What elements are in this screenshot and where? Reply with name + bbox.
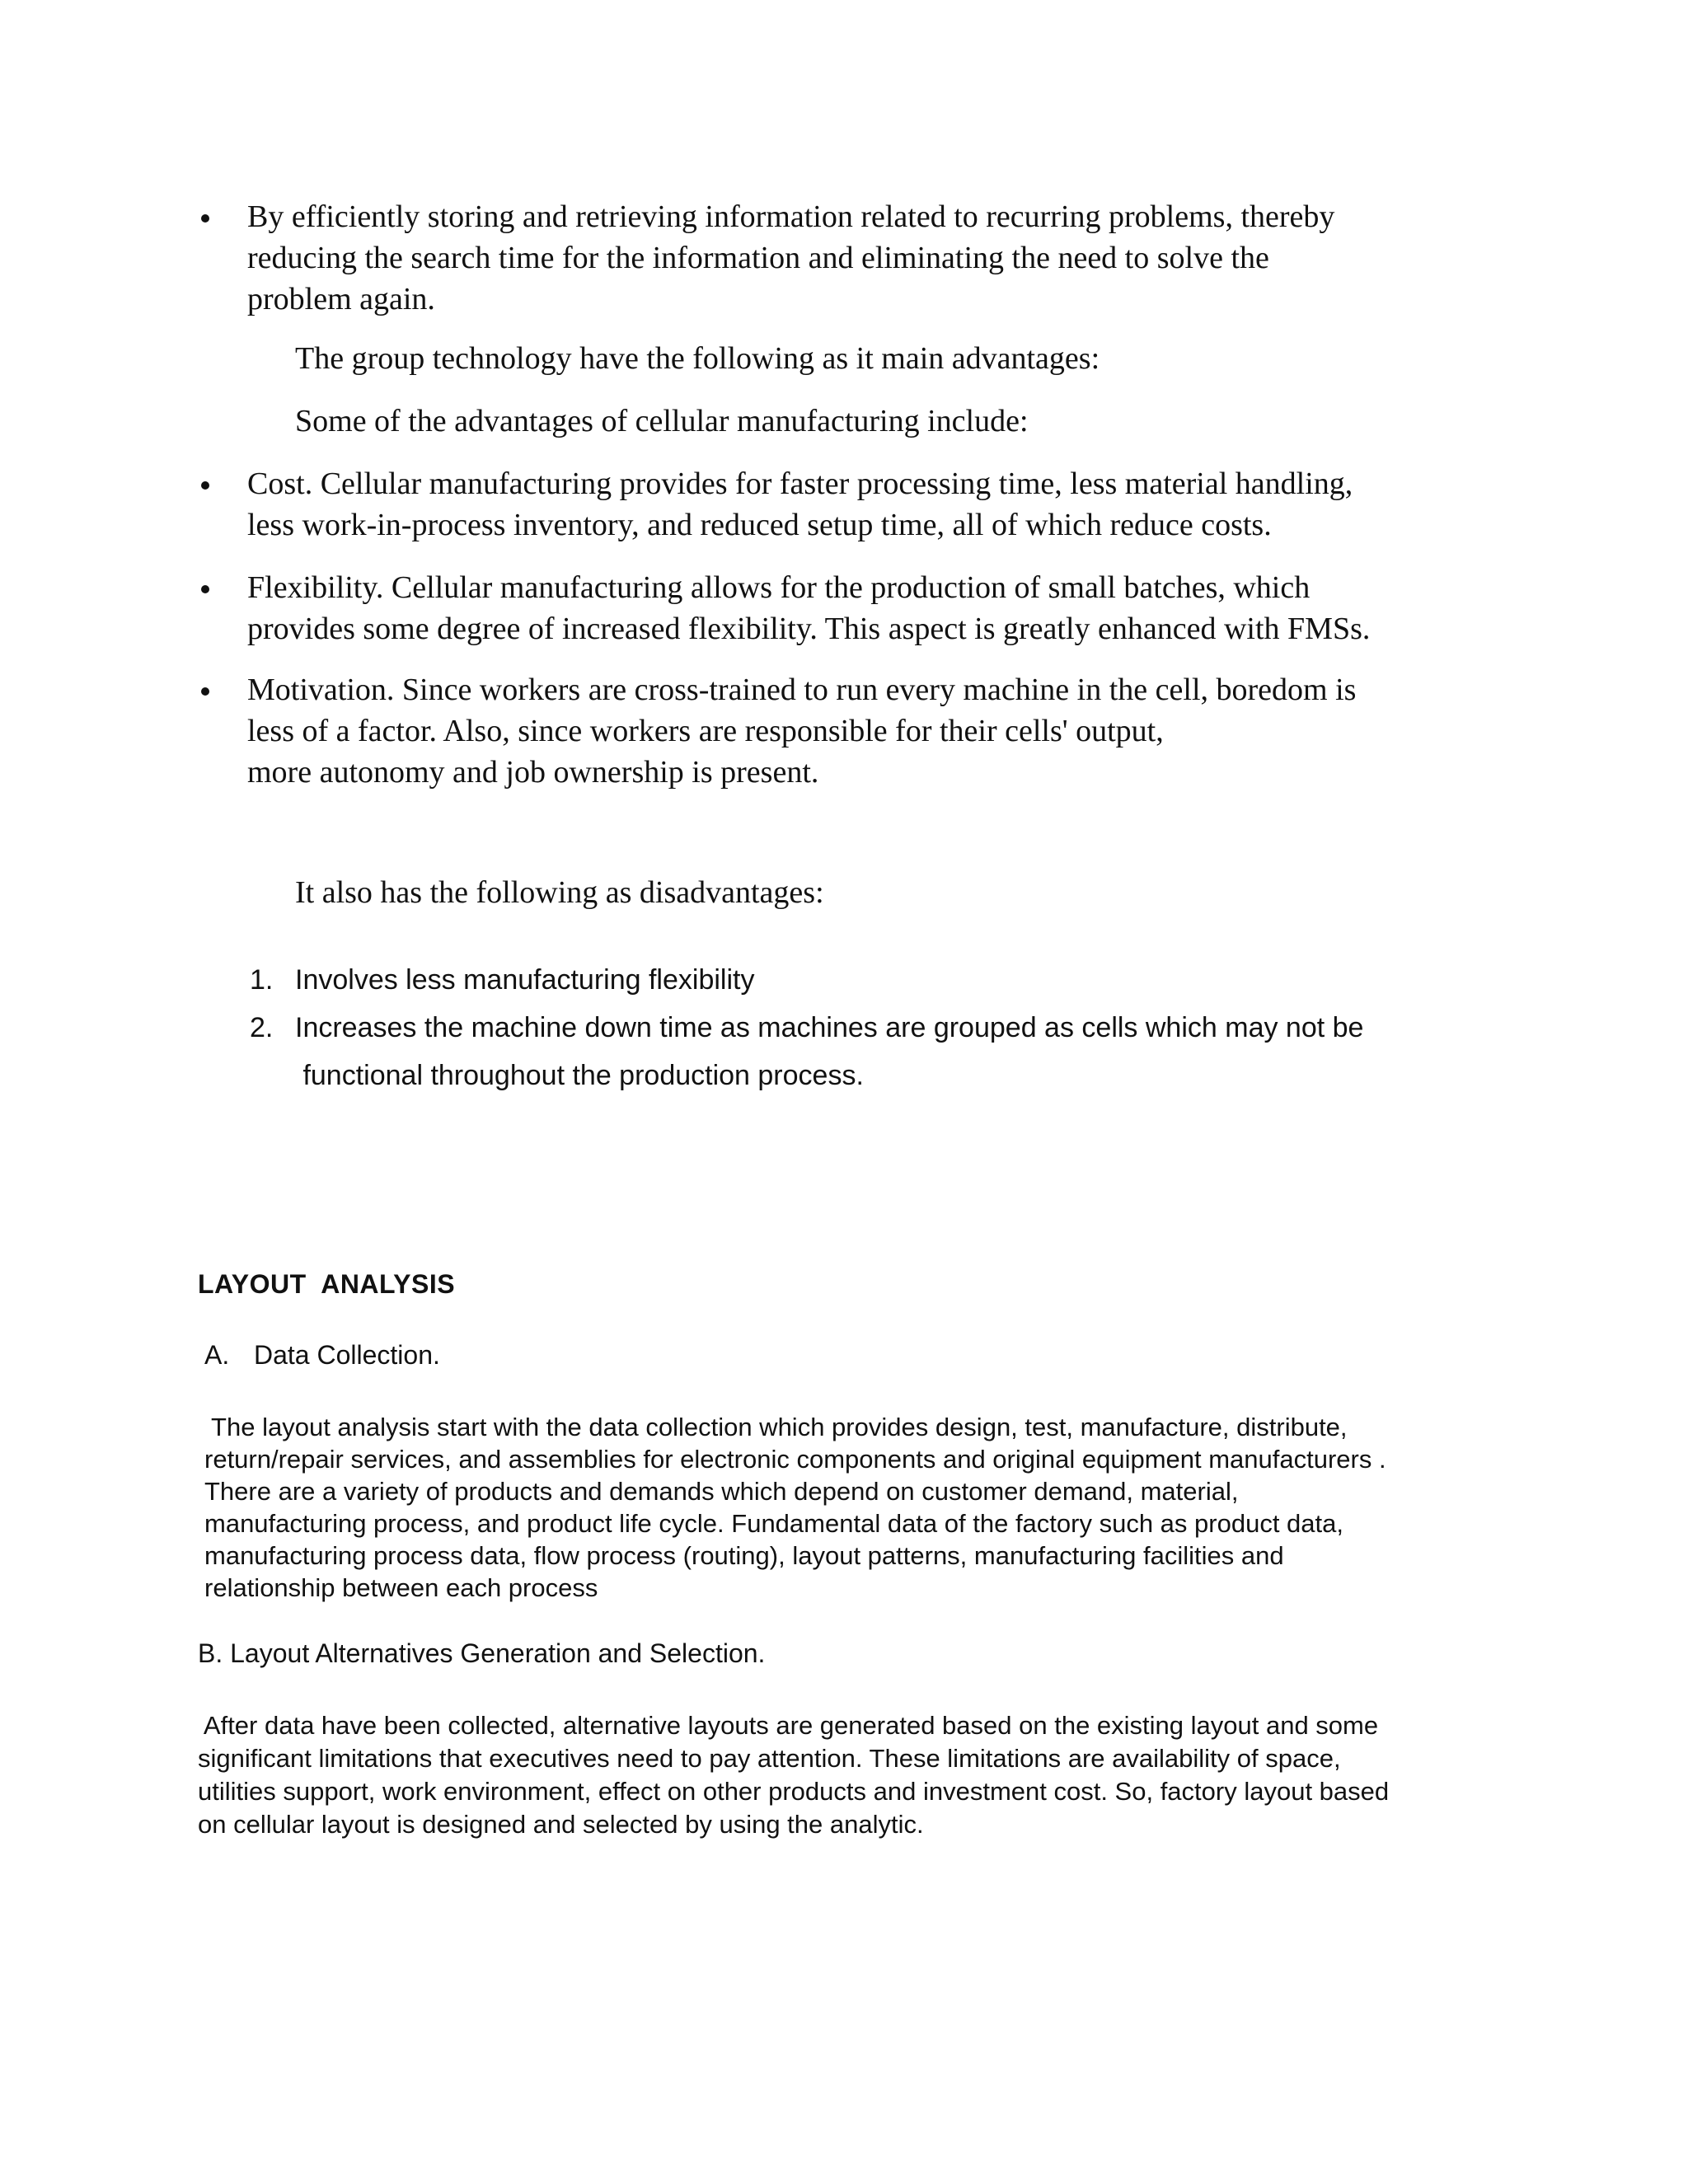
text-line: functional throughout the production process. xyxy=(295,1060,864,1091)
text-line: manufacturing process, and product life cycle. Fundamental data of the factory such as product data, xyxy=(204,1509,1343,1538)
text-line: less of a factor. Also, since workers are responsible for their cells' output, xyxy=(247,714,1164,748)
text-line: provides some degree of increased flexibility. This aspect is greatly enhanced with FMSs. xyxy=(247,612,1371,646)
subsection-a-title xyxy=(204,1340,440,1371)
text-line: Motivation. Since workers are cross-trained to run every machine in the cell, boredom is xyxy=(247,673,1357,707)
bullet-icon xyxy=(201,585,209,593)
text-line: After data have been collected, alternative layouts are generated based on the existing layout and some xyxy=(198,1711,1379,1740)
bullet-icon xyxy=(201,481,209,490)
text-line: Flexibility. Cellular manufacturing allows for the production of small batches, which xyxy=(247,570,1311,605)
text-line: Increases the machine down time as machines are grouped as cells which may not be xyxy=(295,1012,1364,1043)
advantage-item-cost xyxy=(247,463,1500,546)
advantage-item-flexibility xyxy=(247,567,1500,649)
text-line: less work-in-process inventory, and reduced setup time, all of which reduce costs. xyxy=(247,508,1272,542)
disadvantage-item xyxy=(250,1004,1498,1099)
subsection-a-body xyxy=(204,1411,1490,1604)
subsection-title: Data Collection. xyxy=(254,1340,440,1370)
advantages-intro: Some of the advantages of cellular manufacturing include: xyxy=(295,404,1029,438)
text-line: problem again. xyxy=(247,282,435,316)
text-line: Involves less manufacturing flexibility xyxy=(295,964,755,996)
disadvantage-item xyxy=(250,956,1498,1004)
text-line: There are a variety of products and demands which depend on customer demand, material, xyxy=(204,1477,1239,1506)
group-technology-line: The group technology have the following as it main advantages: xyxy=(295,341,1100,376)
text-line: manufacturing process data, flow process (routing), layout patterns, manufacturing facilities and xyxy=(204,1541,1284,1570)
disadvantages-intro: It also has the following as disadvantages: xyxy=(295,875,824,910)
list-number: 2. xyxy=(250,1012,274,1043)
subsection-b-title: B. Layout Alternatives Generation and Selection. xyxy=(198,1638,766,1668)
text-line: Cost. Cellular manufacturing provides for faster processing time, less material handling, xyxy=(247,466,1353,501)
list-number: 1. xyxy=(250,964,274,996)
text-line: The layout analysis start with the data collection which provides design, test, manufacture, distribute, xyxy=(204,1413,1348,1441)
section-heading: LAYOUT ANALYSIS xyxy=(198,1269,456,1299)
text-line: reducing the search time for the information and eliminating the need to solve the xyxy=(247,241,1269,275)
text-line: utilities support, work environment, effect on other products and investment cost. So, factory layout based xyxy=(198,1777,1390,1806)
advantage-item-motivation xyxy=(247,669,1500,793)
text-line: By efficiently storing and retrieving information related to recurring problems, thereby xyxy=(247,199,1335,234)
text-line: more autonomy and job ownership is present. xyxy=(247,755,819,790)
subsection-b-body xyxy=(198,1709,1500,1841)
text-line: on cellular layout is designed and selected by using the analytic. xyxy=(198,1810,924,1839)
bullet-icon xyxy=(201,687,209,696)
text-line: return/repair services, and assemblies for electronic components and original equipment manufacturers . xyxy=(204,1445,1386,1474)
text-line: relationship between each process xyxy=(204,1573,598,1602)
text-line: significant limitations that executives need to pay attention. These limitations are availability of space, xyxy=(198,1744,1341,1773)
intro-bullet-item xyxy=(247,196,1500,320)
subsection-marker: A. xyxy=(204,1340,230,1370)
bullet-icon xyxy=(201,214,209,223)
